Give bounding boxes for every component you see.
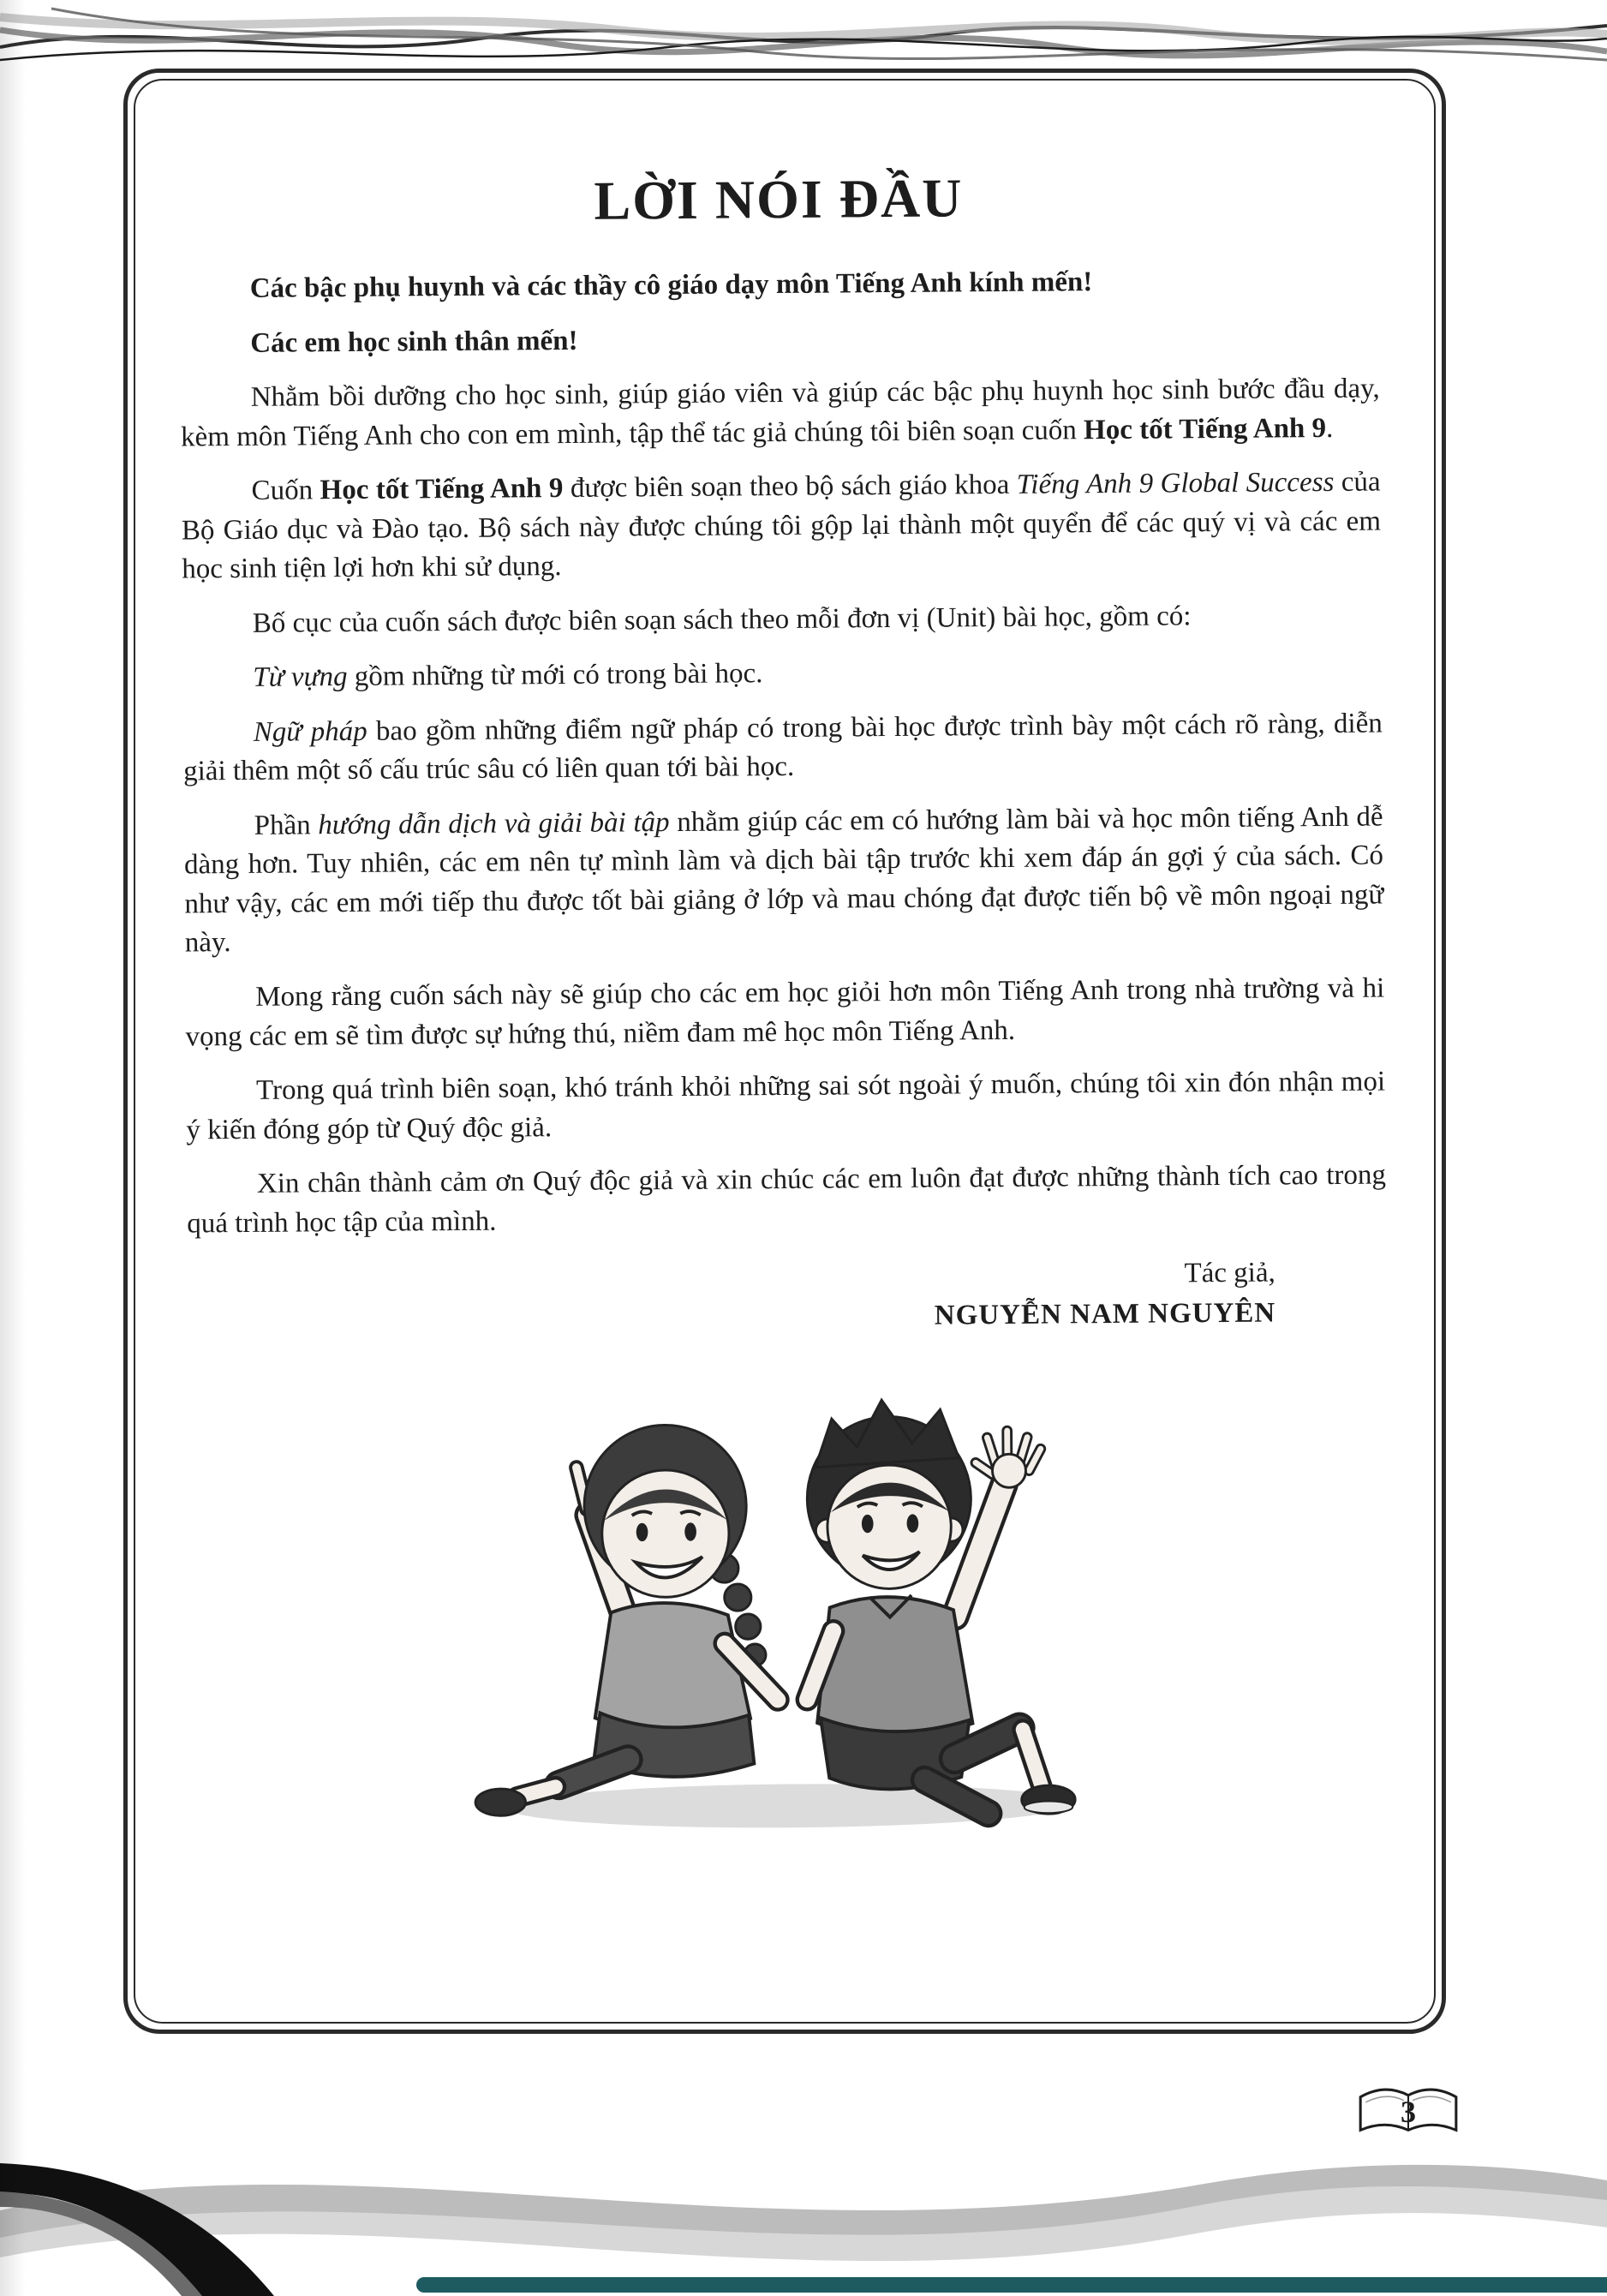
paragraph bbox=[186, 1063, 1386, 1151]
text-run: Nhằm bồi dưỡng cho học sinh, giúp giáo viên và giúp các bậc phụ huynh học sinh bước đầu dạy, kèm môn Tiếng Anh cho con em mình, tập thể tác giả chúng tôi biên soạn cuốn bbox=[180, 373, 1380, 453]
text-run: Học tốt Tiếng Anh 9 bbox=[320, 473, 564, 506]
paragraph bbox=[180, 261, 1379, 310]
signature-role: Tác giả, bbox=[1184, 1257, 1275, 1289]
body-text bbox=[180, 261, 1387, 1244]
text-run: hướng dẫn dịch và giải bài tập bbox=[318, 806, 670, 841]
text-run: Các em học sinh thân mến! bbox=[250, 325, 578, 359]
signature-block bbox=[188, 1257, 1388, 1338]
signature-name: NGUYỄN NAM NGUYÊN bbox=[934, 1297, 1276, 1331]
text-run: gồm những từ mới có trong bài học. bbox=[347, 658, 763, 693]
page-frame bbox=[123, 69, 1446, 2034]
page-title: LỜI NÓI ĐẦU bbox=[594, 167, 964, 231]
paragraph bbox=[184, 798, 1384, 963]
page-number-badge bbox=[1352, 2076, 1465, 2146]
paragraph bbox=[180, 315, 1379, 364]
text-run: Cuốn bbox=[251, 475, 320, 506]
text-run: Mong rằng cuốn sách này sẽ giúp cho các em học giỏi hơn môn Tiếng Anh trong nhà trường và hi vọng các em sẽ tìm được sự hứng thú, niềm đam mê học môn Tiếng Anh. bbox=[185, 972, 1385, 1052]
text-run: bao gồm những điểm ngữ pháp có trong bài học được trình bày một cách rõ ràng, diễn giải thêm một số cấu trúc sâu có liên quan tới bài học. bbox=[183, 708, 1383, 787]
paragraph bbox=[181, 463, 1381, 590]
text-run: Các bậc phụ huynh và các thầy cô giáo dạy môn Tiếng Anh kính mến! bbox=[249, 266, 1093, 304]
page-number: 3 bbox=[1401, 2095, 1416, 2129]
text-run: Học tốt Tiếng Anh 9 bbox=[1083, 412, 1327, 445]
paragraph bbox=[182, 595, 1382, 644]
text-run: Từ vựng bbox=[253, 661, 348, 694]
paragraph bbox=[183, 704, 1383, 792]
text-run: Trong quá trình biên soạn, khó tránh khỏi những sai sót ngoài ý muốn, chúng tôi xin đón nhận mọi ý kiến đóng góp từ Quý độc giả. bbox=[186, 1066, 1386, 1146]
paragraph bbox=[185, 969, 1385, 1056]
illustration-wrapper bbox=[188, 1363, 1391, 1845]
text-run: Ngữ pháp bbox=[253, 715, 367, 748]
text-run: Phần bbox=[254, 810, 319, 841]
text-run: của Bộ Giáo dục và Đào tạo. Bộ sách này được chúng tôi gộp lại thành một quyển để các quý vị và các em học sinh tiện lợi hơn khi sử dụng. bbox=[181, 466, 1382, 585]
children-illustration-icon bbox=[454, 1365, 1126, 1838]
page-frame-inner bbox=[134, 79, 1436, 2024]
footer-bar bbox=[416, 2277, 1607, 2293]
paragraph bbox=[181, 370, 1381, 457]
text-run: Bố cục của cuốn sách được biên soạn sách theo mỗi đơn vị (Unit) bài học, gồm có: bbox=[252, 600, 1192, 639]
text-run: được biên soạn theo bộ sách giáo khoa bbox=[563, 469, 1017, 505]
text-run: Xin chân thành cảm ơn Quý độc giả và xin chúc các em luôn đạt được những thành tích cao trong quá trình học tập của mình. bbox=[187, 1159, 1387, 1240]
text-run: Tiếng Anh 9 Global Success bbox=[1016, 467, 1335, 500]
text-run: nhằm giúp các em có hướng làm bài và học môn tiếng Anh dễ dàng hơn. Tuy nhiên, các em nên tự mình làm và dịch bài tập trước khi xem đáp án gợi ý của sách. Có như vậy, các em mới tiếp thu được tốt bài giảng ở lớp và mau chóng đạt được tiến bộ về môn ngoại ngữ này. bbox=[183, 801, 1384, 959]
text-run: . bbox=[1325, 412, 1334, 444]
page-content bbox=[134, 79, 1436, 1862]
paragraph bbox=[187, 1157, 1387, 1244]
paragraph bbox=[182, 650, 1382, 699]
